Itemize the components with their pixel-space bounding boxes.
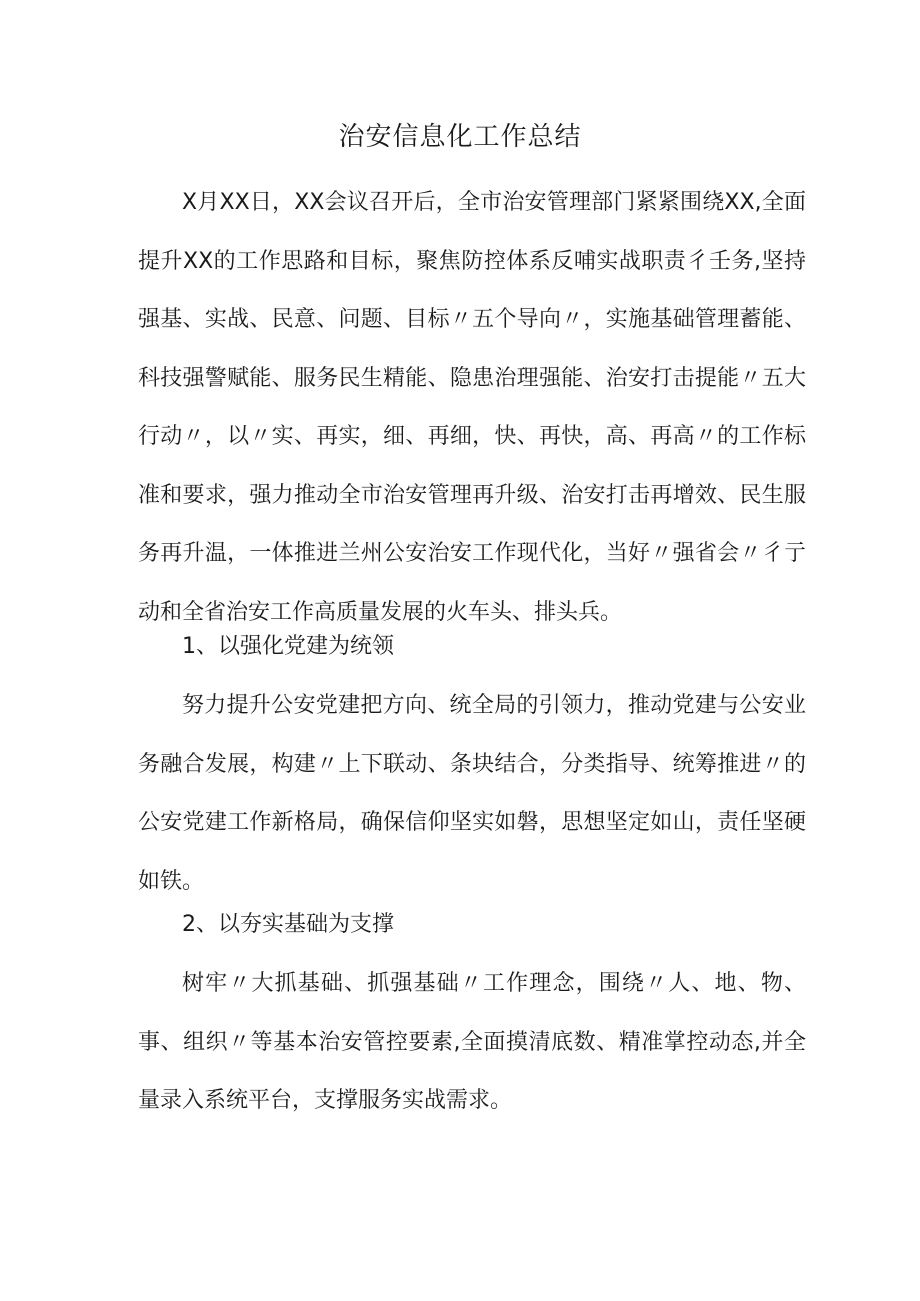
section-2-body: 树牢〃大抓基础、抓强基础〃工作理念，围绕〃人、地、物、事、组织〃等基本治安管控要素,全面摸清底数、精准掌控动态,并全量录入系统平台，支撑服务实战需求。 xyxy=(138,971,806,1113)
section-1-body: 努力提升公安党建把方向、统全局的引领力，推动党建与公安业务融合发展，构建〃上下联动、条块结合，分类指导、统筹推进〃的公安党建工作新格局，确保信仰坚实如磐，思想坚定如山，责任坚硬如铁。 xyxy=(138,693,806,894)
page-title: 治安信息化工作总结 xyxy=(338,122,582,152)
section-1-heading: 1、以强化党建为统领 xyxy=(182,634,394,659)
intro-paragraph: X月XX日，XX会议召开后，全市治安管理部门紧紧围绕XX,全面提升XX的工作思路和目标，聚焦防控体系反哺实战职责彳壬务,坚持强基、实战、民意、问题、目标〃五个导向〃，实施基础管理蓄能、科技强警赋能、服务民生精能、隐患治理强能、治安打击提能〃五大行动〃，以〃实、再实，细、再细，快、再快，高、再高〃的工作标准和要求，强力推动全市治安管理再升级、治安打击再增效、民生服务再升温，一体推进兰州公安治安工作现代化，当好〃强省会〃彳亍动和全省治安工作高质量发展的火车头、排头兵。 xyxy=(138,190,806,625)
section-2-heading: 2、以夯实基础为支撑 xyxy=(182,912,394,937)
